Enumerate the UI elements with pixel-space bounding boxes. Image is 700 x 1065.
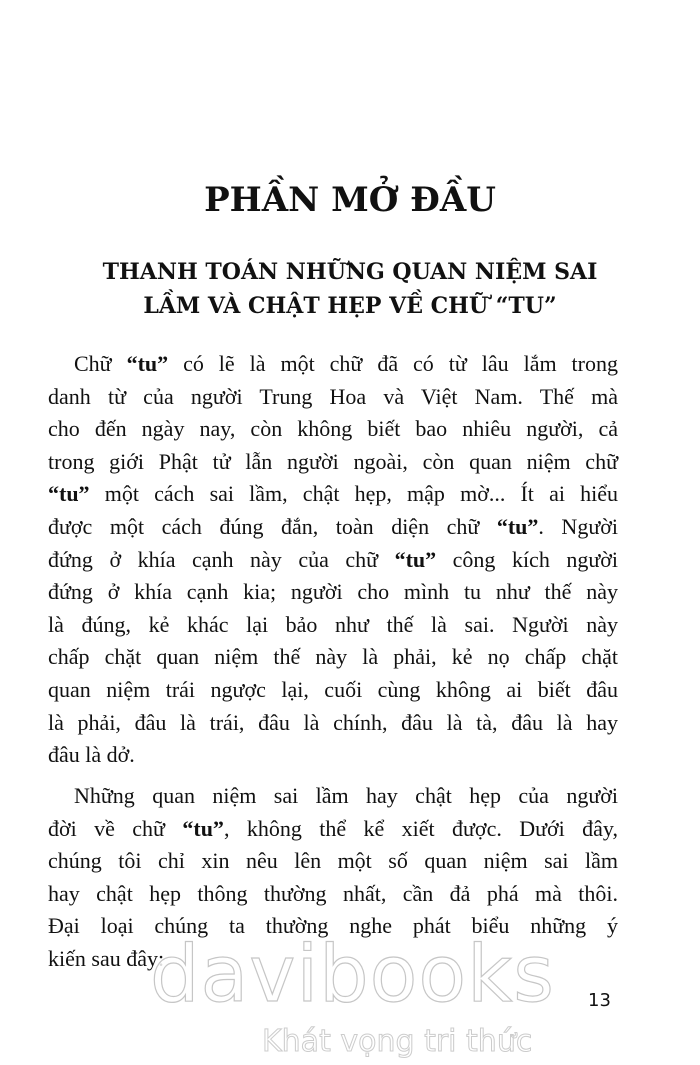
paragraph-line: Đại loại chúng ta thường nghe phát biểu những ý bbox=[48, 913, 618, 939]
paragraph-line: Chữ “tu” có lẽ là một chữ đã có từ lâu lắm trong bbox=[74, 351, 618, 376]
paragraph-line: Những quan niệm sai lầm hay chật hẹp của người bbox=[74, 783, 618, 808]
paragraph-line: đời về chữ “tu”, không thể kể xiết được. Dưới đây, bbox=[48, 815, 618, 841]
chapter-subtitle bbox=[80, 255, 620, 323]
watermark-brand: davibooks bbox=[150, 930, 555, 1020]
paragraph-line: “tu” một cách sai lầm, chật hẹp, mập mờ... Ít ai hiểu bbox=[48, 481, 618, 507]
emphasis-term: “tu” bbox=[496, 513, 539, 539]
paragraph-1 bbox=[48, 348, 618, 772]
emphasis-term: “tu” bbox=[394, 546, 437, 572]
paragraph-line: danh từ của người Trung Hoa và Việt Nam. Thế mà bbox=[48, 383, 618, 409]
chapter-title: PHẦN MỞ ĐẦU bbox=[204, 180, 496, 220]
paragraph-line: đứng ở khía cạnh kia; người cho mình tu như thế này bbox=[48, 579, 618, 605]
emphasis-term: “tu” bbox=[126, 351, 169, 376]
paragraph-2 bbox=[48, 780, 618, 976]
paragraph-line: đứng ở khía cạnh này của chữ “tu” công kích người bbox=[48, 546, 619, 572]
paragraph-line: đâu là dở. bbox=[48, 742, 135, 768]
paragraph-line: chấp chặt quan niệm thế này là phải, kẻ nọ chấp chặt bbox=[48, 644, 618, 670]
paragraph-line: được một cách đúng đắn, toàn diện chữ “tu”. Người bbox=[48, 513, 618, 539]
subtitle-line-1: THANH TOÁN NHỮNG QUAN NIỆM SAI bbox=[102, 259, 598, 285]
watermark-tagline: Khát vọng tri thức bbox=[262, 1024, 533, 1059]
subtitle-line-2: LẦM VÀ CHẬT HẸP VỀ CHỮ “TU” bbox=[143, 293, 557, 319]
paragraph-line: là đúng, kẻ khác lại bảo như thế là sai. Người này bbox=[48, 611, 618, 637]
paragraph-line: chúng tôi chỉ xin nêu lên một số quan niệm sai lầm bbox=[48, 848, 618, 874]
emphasis-term: “tu” bbox=[48, 481, 90, 507]
page-number: 13 bbox=[588, 990, 611, 1011]
paragraph-line: cho đến ngày nay, còn không biết bao nhiêu người, cả bbox=[48, 416, 618, 442]
paragraph-line: là phải, đâu là trái, đâu là chính, đâu là tà, đâu là hay bbox=[48, 709, 618, 735]
emphasis-term: “tu” bbox=[182, 815, 224, 841]
paragraph-line: trong giới Phật tử lẫn người ngoài, còn quan niệm chữ bbox=[48, 448, 618, 474]
paragraph-line: kiến sau đây: bbox=[48, 945, 165, 971]
paragraph-line: hay chật hẹp thông thường nhất, cần đả phá mà thôi. bbox=[48, 880, 618, 906]
paragraph-line: quan niệm trái ngược lại, cuối cùng không ai biết đâu bbox=[48, 676, 618, 702]
